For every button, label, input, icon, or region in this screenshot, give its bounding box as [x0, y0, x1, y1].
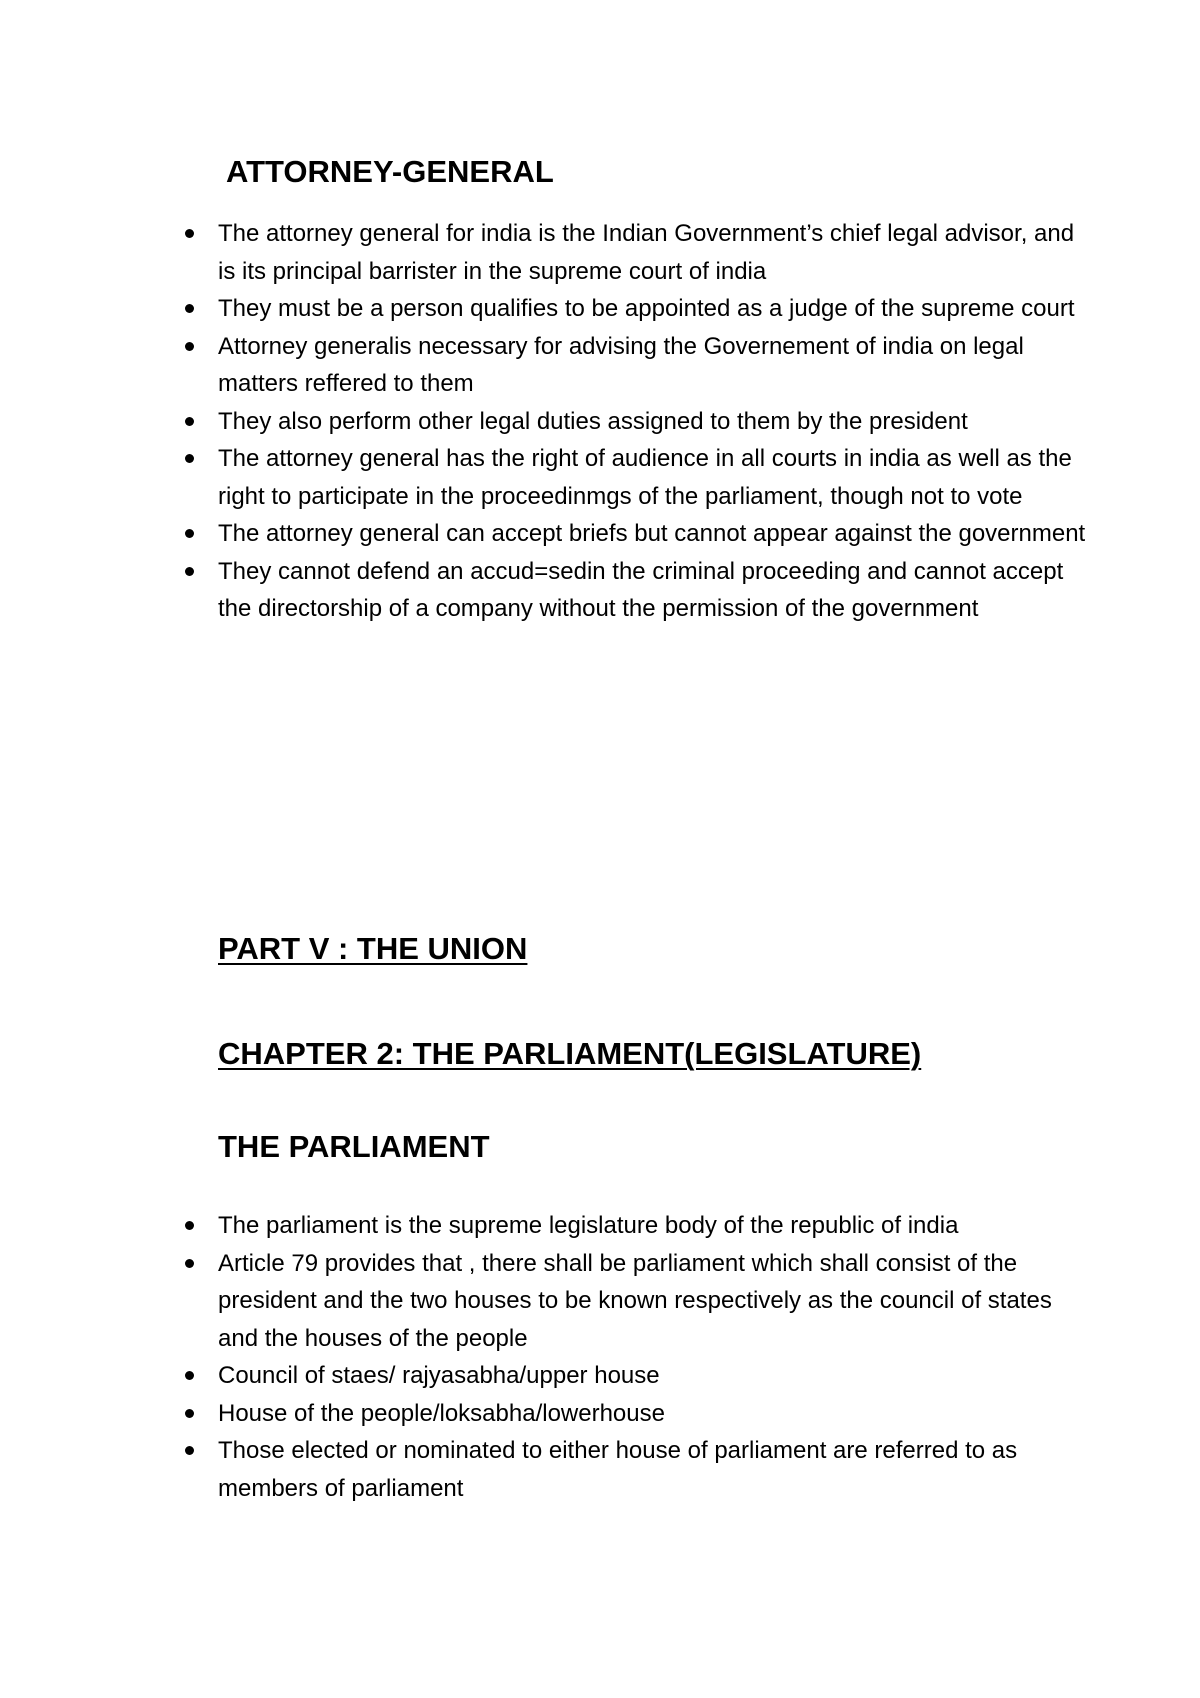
bullet-text: They cannot defend an accud=sedin the criminal proceeding and cannot accept the directorship of a company without the permission of the government — [218, 557, 1064, 622]
bullet-icon — [185, 1221, 194, 1230]
bullet-text: Article 79 provides that , there shall be parliament which shall consist of the president and the two houses to be known respectively as the council of states and the houses of the people — [218, 1249, 1052, 1352]
bullet-text: They must be a person qualifies to be appointed as a judge of the supreme court — [218, 295, 1075, 322]
bullet-text: Attorney generalis necessary for advising the Governement of india on legal matters reffered to them — [218, 332, 1024, 397]
bullet-icon — [185, 454, 194, 463]
bullet-icon — [185, 529, 194, 538]
bullet-text: They also perform other legal duties assigned to them by the president — [218, 407, 968, 435]
parliament-heading: THE PARLIAMENT — [218, 1129, 490, 1164]
bullet-icon — [185, 1446, 194, 1455]
bullet-icon — [185, 567, 194, 576]
list-item — [218, 1357, 1088, 1395]
list-item — [218, 1207, 1088, 1245]
list-item — [218, 440, 1088, 515]
bullet-text: House of the people/loksabha/lowerhouse — [218, 1399, 665, 1427]
bullet-text: The attorney general has the right of audience in all courts in india as well as the right to participate in the proceedinmgs of the parliament, though not to vote — [218, 445, 1072, 510]
bullet-text: The attorney general can accept briefs but cannot appear against the government — [218, 520, 1086, 547]
chapter-title: CHAPTER 2: THE PARLIAMENT(LEGISLATURE) — [218, 1036, 922, 1071]
bullet-icon — [185, 304, 194, 313]
list-item — [218, 328, 1088, 403]
list-item — [218, 1432, 1088, 1507]
bullet-icon — [185, 1409, 194, 1418]
bullet-text: The attorney general for india is the Indian Government’s chief legal advisor, and is its principal barrister in the supreme court of india — [218, 220, 1075, 285]
parliament-bullet-list — [218, 1207, 1088, 1507]
bullet-text: Council of staes/ rajyasabha/upper house — [218, 1362, 660, 1389]
list-item — [218, 553, 1088, 628]
bullet-text: Those elected or nominated to either house of parliament are referred to as members of parliament — [218, 1437, 1018, 1502]
list-item — [218, 290, 1088, 328]
bullet-icon — [185, 1259, 194, 1268]
list-item — [218, 515, 1088, 553]
bullet-icon — [185, 417, 194, 426]
list-item — [218, 215, 1088, 290]
bullet-icon — [185, 229, 194, 238]
bullet-text: The parliament is the supreme legislature body of the republic of india — [218, 1212, 959, 1239]
list-item — [218, 1395, 1088, 1433]
list-item — [218, 1245, 1088, 1358]
part-title: PART V : THE UNION — [218, 931, 528, 966]
bullet-icon — [185, 1371, 194, 1380]
bullet-icon — [185, 342, 194, 351]
attorney-general-bullet-list — [218, 215, 1088, 628]
list-item — [218, 403, 1088, 441]
attorney-general-heading: ATTORNEY-GENERAL — [226, 154, 554, 189]
